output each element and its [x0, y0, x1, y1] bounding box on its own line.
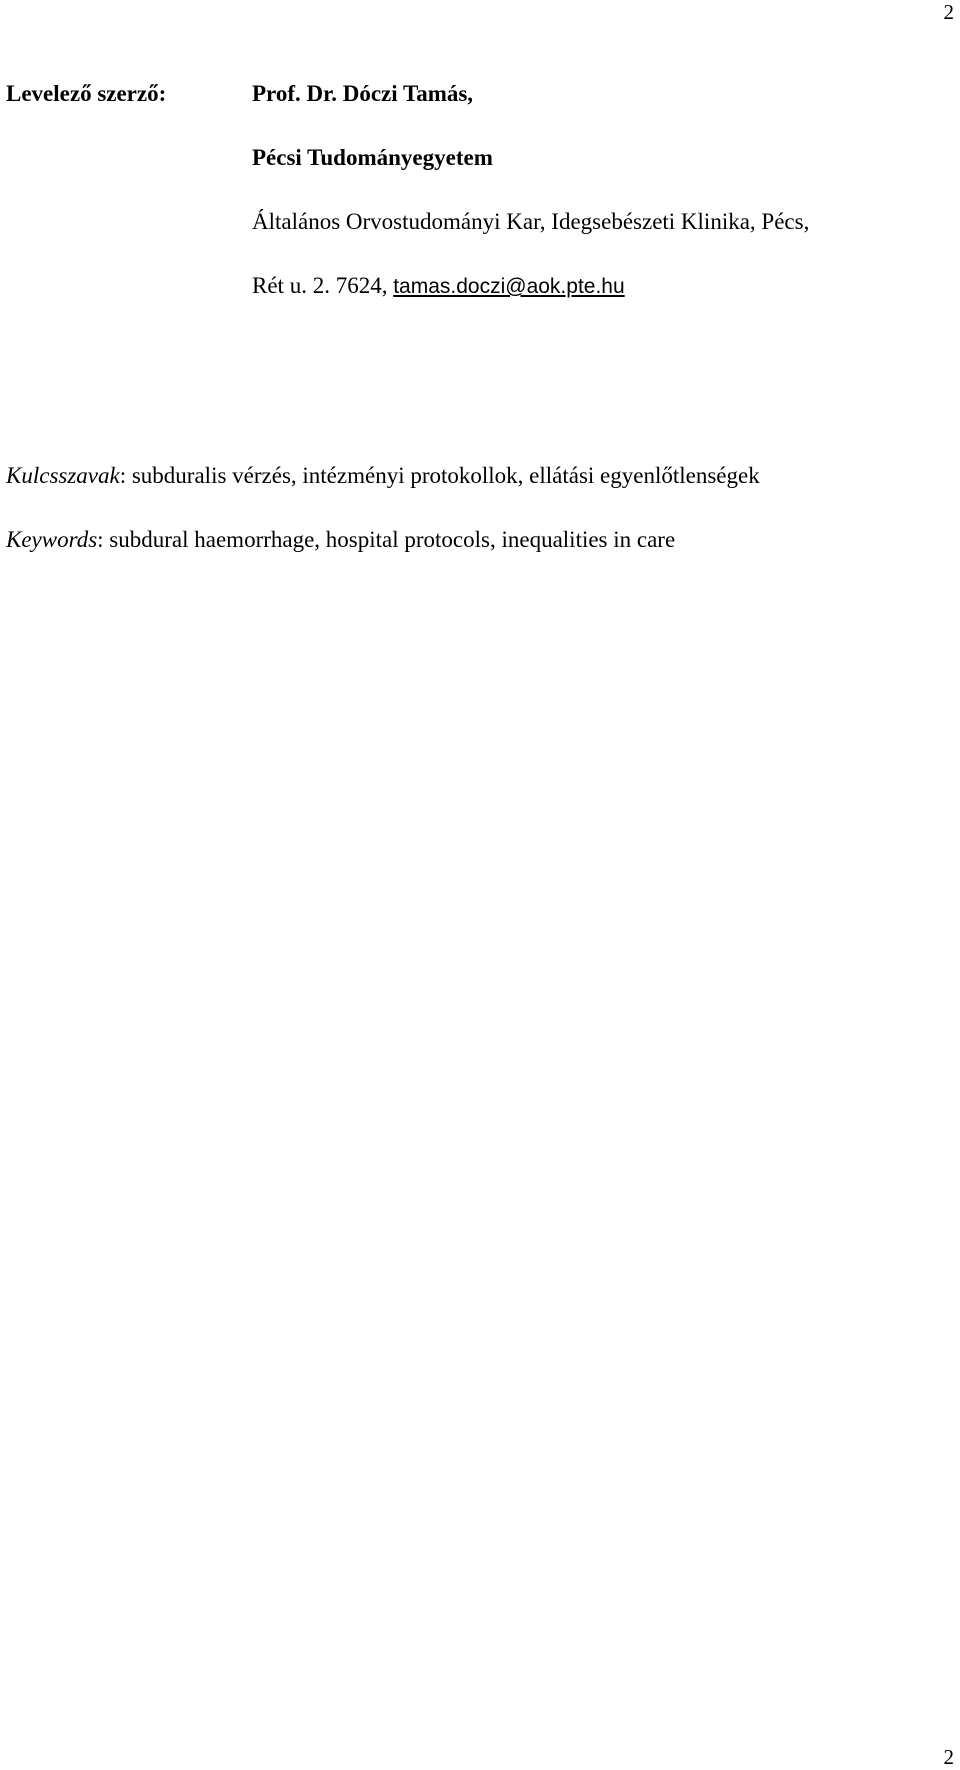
correspondence-label: Levelező szerző:: [6, 81, 167, 106]
keywords-hungarian: [6, 462, 760, 490]
keywords-hu-label: Kulcsszavak: [6, 463, 120, 488]
author-name: Prof. Dr. Dóczi Tamás,: [252, 81, 474, 106]
page-number-bottom: 2: [943, 1745, 954, 1769]
keywords-english: [6, 526, 760, 554]
address-text: Rét u. 2. 7624,: [252, 273, 394, 298]
keywords-hu-separator: :: [119, 463, 132, 488]
address-line: [252, 272, 809, 299]
keywords-en-separator: :: [97, 527, 110, 552]
keywords-block: [6, 462, 760, 590]
keywords-en-label: Keywords: [6, 527, 98, 552]
correspondence-block: [252, 80, 809, 336]
keywords-en-text: subdural haemorrhage, hospital protocols, inequalities in care: [109, 527, 676, 552]
page-number-top: 2: [943, 0, 954, 24]
university-name: Pécsi Tudományegyetem: [252, 145, 493, 170]
department-line: Általános Orvostudományi Kar, Idegsebészeti Klinika, Pécs,: [252, 209, 810, 234]
keywords-hu-text: subduralis vérzés, intézményi protokollok, ellátási egyenlőtlenségek: [131, 463, 760, 488]
email-link[interactable]: tamas.doczi@aok.pte.hu: [393, 275, 625, 298]
